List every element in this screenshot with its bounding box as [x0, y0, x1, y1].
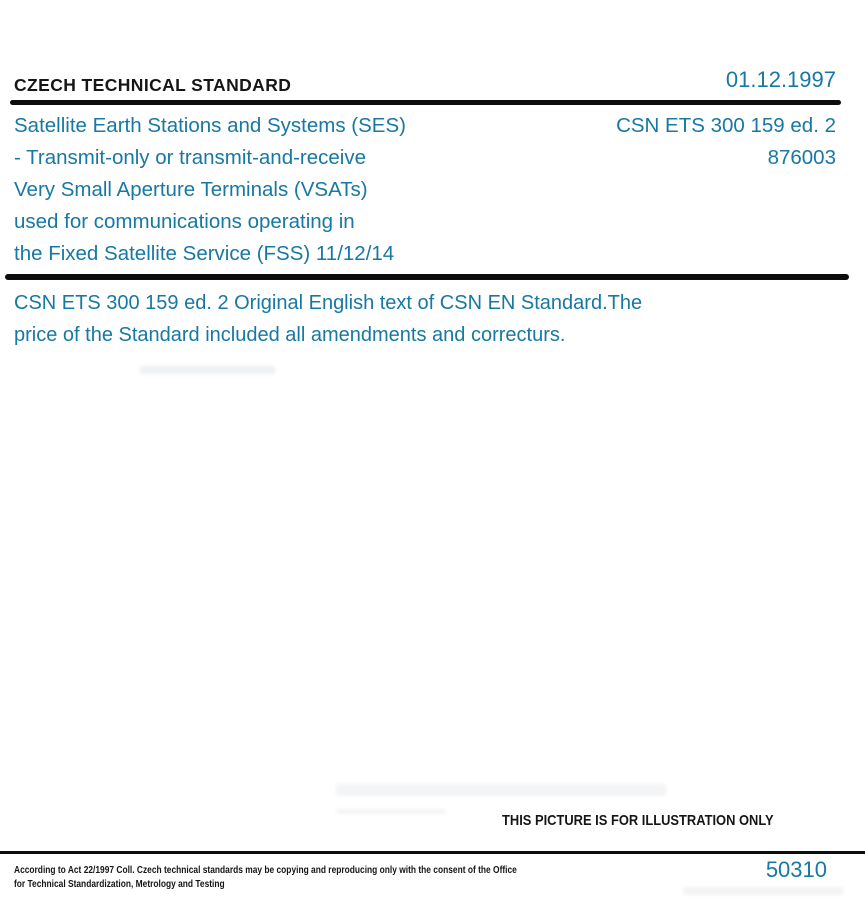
standard-description-line: CSN ETS 300 159 ed. 2 Original English text of CSN EN Standard.The — [14, 292, 643, 314]
ghost-print-artifact — [683, 887, 843, 895]
footer-legal-line: for Technical Standardization, Metrology and Testing — [14, 878, 225, 890]
illustration-only-note: THIS PICTURE IS FOR ILLUSTRATION ONLY — [502, 812, 774, 829]
document-number: 50310 — [765, 857, 827, 882]
standard-title-line: Very Small Aperture Terminals (VSATs) — [14, 178, 368, 201]
standard-reference: CSN ETS 300 159 ed. 2 — [616, 114, 836, 137]
standard-description — [14, 287, 642, 351]
ghost-print-artifact — [140, 366, 275, 374]
footer-rule — [0, 851, 865, 854]
issue-date: 01.12.1997 — [725, 67, 836, 92]
page-title: CZECH TECHNICAL STANDARD — [14, 75, 292, 95]
standard-reference-block — [616, 110, 836, 174]
catalog-number: 876003 — [767, 146, 836, 169]
footer-legal-line: According to Act 22/1997 Coll. Czech technical standards may be copying and reproducing only with the consent of the Office — [14, 864, 517, 876]
standard-description-line: price of the Standard included all amendments and correcturs. — [14, 324, 566, 346]
footer-legal-text — [14, 863, 517, 891]
header-rule — [10, 100, 841, 105]
standard-title-line: the Fixed Satellite Service (FSS) 11/12/14 — [14, 242, 395, 265]
title-rule — [5, 274, 849, 280]
standard-title-line: Satellite Earth Stations and Systems (SES) — [14, 114, 406, 137]
standard-title-line: - Transmit-only or transmit-and-receive — [14, 146, 367, 169]
ghost-print-artifact — [336, 784, 666, 796]
standard-title — [14, 110, 406, 270]
ghost-print-artifact — [336, 809, 446, 814]
standard-title-line: used for communications operating in — [14, 210, 355, 233]
